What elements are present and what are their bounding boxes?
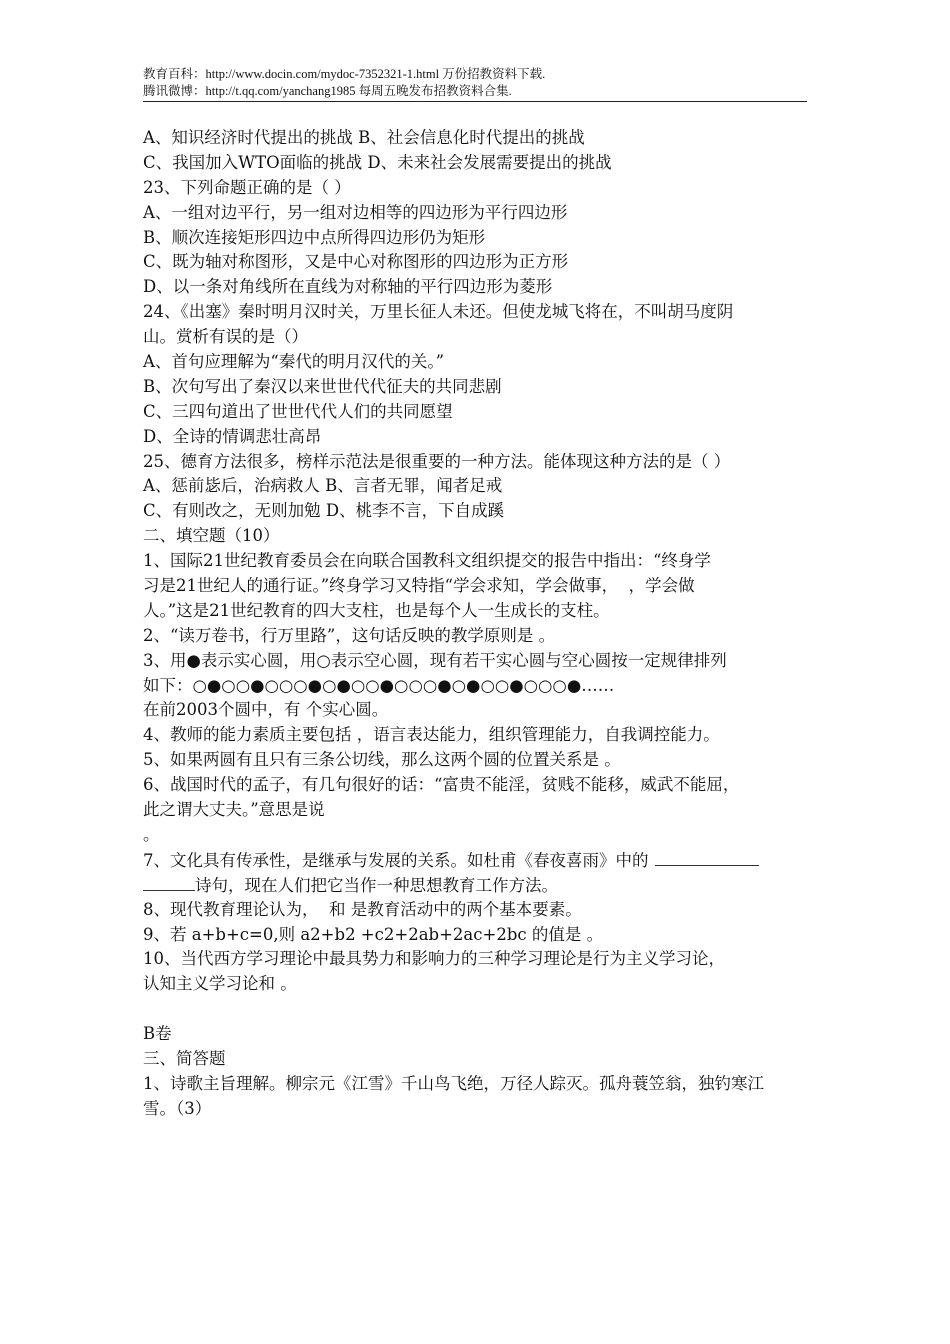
page-header [143, 66, 807, 100]
text-line-28: 。 [143, 824, 160, 844]
header-divider [143, 101, 807, 102]
text-line-14: A、惩前毖后，治病救人 B、言者无罪，闻者足戒 [143, 476, 503, 496]
text-line-after-3: 认知主义学习论和 。 [143, 974, 297, 994]
document-body [143, 126, 809, 1122]
text-line-0: A、知识经济时代提出的挑战 B、社会信息化时代提出的挑战 [143, 128, 585, 147]
question-7-text1: 7、文化具有传承性，是继承与发展的关系。如杜甫《春夜喜雨》中的 [143, 850, 649, 870]
text-line-18: 习是21世纪人的通行证。”终身学习又特指“学会求知，学会做事， ，学会做 [143, 576, 695, 596]
text-line-17: 1、国际21世纪教育委员会在向联合国教科文组织提交的报告中指出：“终身学 [143, 551, 711, 571]
text-line-9: A、首句应理解为“秦代的明月汉代的关。” [143, 352, 445, 372]
text-line-25: 5、如果两圆有且只有三条公切线，那么这两个圆的位置关系是 。 [143, 750, 621, 770]
text-line-22: 如下：○●○○●○○○●○●○○●○○○●○●○○●○○○●…… [143, 675, 615, 695]
blank-underline [655, 848, 759, 866]
text-line-23: 在前2003个圆中，有 个实心圆。 [143, 700, 389, 720]
text-line-3: A、一组对边平行，另一组对边相等的四边形为平行四边形 [143, 202, 568, 222]
text-line-20: 2、“读万卷书，行万里路”，这句话反映的教学原则是 。 [143, 625, 556, 645]
text-line-2: 23、下列命题正确的是（ ） [143, 177, 351, 197]
text-line-after-1: 9、若 a+b+c=0,则 a2+b2 +c2+2ab+2ac+2bc 的值是 。 [143, 924, 604, 944]
text-line-after-0: 8、现代教育理论认为， 和 是教育活动中的两个基本要素。 [143, 899, 582, 919]
text-line-26: 6、战国时代的孟子，有几句很好的话：“富贵不能淫，贫贱不能移，威武不能屈， [143, 775, 740, 795]
text-line-27: 此之谓大丈夫。”意思是说 [143, 800, 325, 820]
text-line-13: 25、德育方法很多，榜样示范法是很重要的一种方法。能体现这种方法的是（ ） [143, 451, 731, 471]
text-line-21: 3、用●表示实心圆，用○表示空心圆，现有若干实心圆与空心圆按一定规律排列 [143, 650, 727, 670]
text-line-12: D、全诗的情调悲壮高昂 [143, 426, 322, 446]
text-line-10: B、次句写出了秦汉以来世世代代征夫的共同悲剧 [143, 376, 502, 396]
text-line-19: 人。”这是21世纪教育的四大支柱，也是每个人一生成长的支柱。 [143, 600, 610, 620]
blank-underline [143, 873, 195, 891]
section-b-q1-line1: 1、诗歌主旨理解。柳宗元《江雪》千山鸟飞绝，万径人踪灭。孤舟蓑笠翁，独钓寒江 [143, 1073, 764, 1093]
text-line-8: 山。赏析有误的是（） [143, 327, 308, 347]
header-line-weibo: 腾讯微博：http://t.qq.com/yanchang1985 每周五晚发布招教资料合集. [143, 84, 512, 98]
question-lines-after [143, 898, 809, 998]
text-line-7: 24、《出塞》秦时明月汉时关，万里长征人未还。但使龙城飞将在，不叫胡马度阴 [143, 302, 734, 322]
text-line-1: C、我国加入WTO面临的挑战 D、未来社会发展需要提出的挑战 [143, 152, 612, 172]
text-line-4: B、顺次连接矩形四边中点所得四边形仍为矩形 [143, 227, 486, 247]
header-line-docin: 教育百科：http://www.docin.com/mydoc-7352321-1.html 万份招教资料下载. [143, 67, 546, 81]
section-b-title: B卷 [143, 1024, 172, 1044]
question-7-line1 [143, 848, 809, 873]
text-line-after-2: 10、当代西方学习理论中最具势力和影响力的三种学习理论是行为主义学习论， [143, 949, 725, 969]
text-line-5: C、既为轴对称图形，又是中心对称图形的四边形为正方形 [143, 252, 569, 272]
question-7-text2: 诗句，现在人们把它当作一种思想教育工作方法。 [195, 875, 558, 895]
text-line-24: 4、教师的能力素质主要包括 ，语言表达能力，组织管理能力，自我调控能力。 [143, 725, 720, 745]
text-line-16: 二、填空题（10） [143, 526, 280, 546]
section-b-q1-line2: 雪。（3） [143, 1098, 212, 1118]
text-line-11: C、三四句道出了世世代代人们的共同愿望 [143, 401, 453, 421]
question-7-line2 [143, 873, 809, 898]
spacer [143, 997, 809, 1022]
section-b-subtitle: 三、简答题 [143, 1048, 226, 1068]
text-line-15: C、有则改之，无则加勉 D、桃李不言，下自成蹊 [143, 501, 505, 521]
text-line-6: D、以一条对角线所在直线为对称轴的平行四边形为菱形 [143, 277, 553, 297]
question-lines [143, 126, 809, 848]
